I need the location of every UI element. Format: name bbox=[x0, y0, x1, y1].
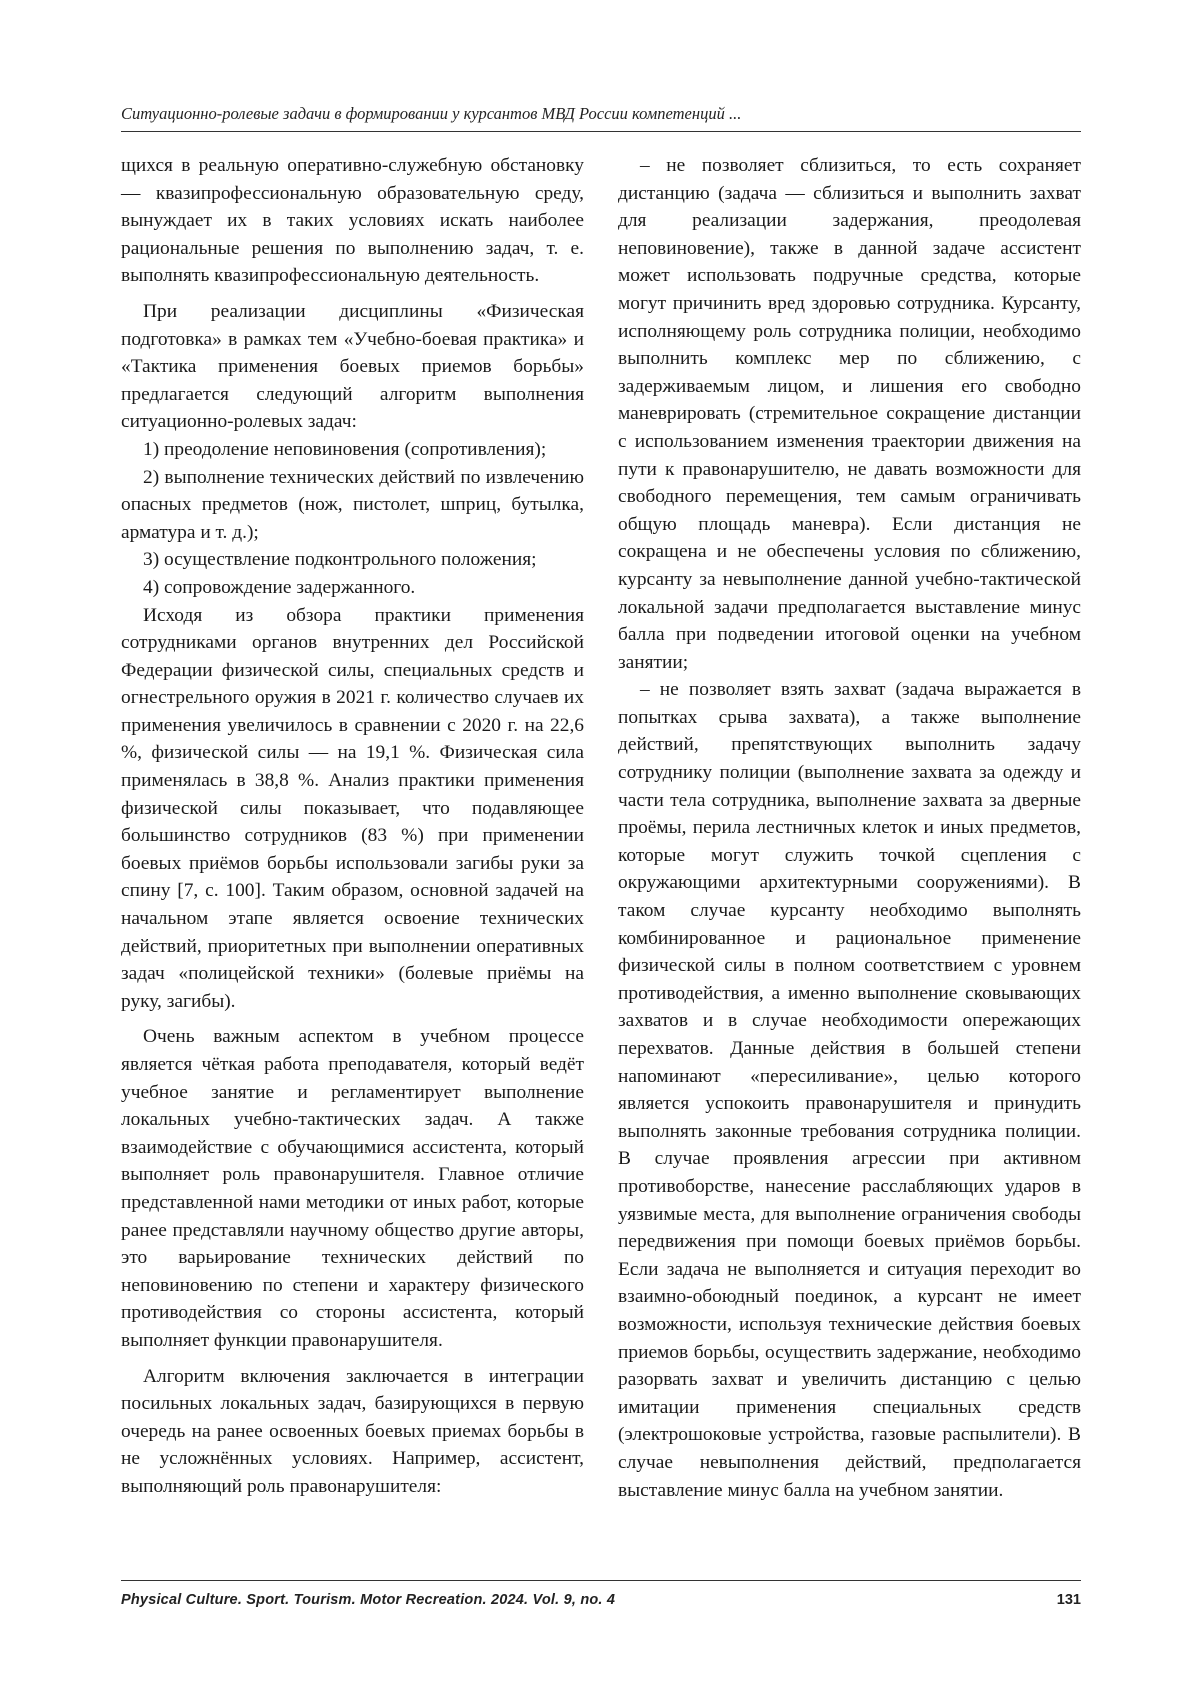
paragraph: Алгоритм включения заключается в интеграции посильных локальных задач, базирующихся в первую очередь на ранее освоенных боевых приемах борьбы в не усложнённых условиях. Например, ассистент, выполняющий роль правонарушителя: bbox=[121, 1365, 584, 1497]
left-column bbox=[121, 152, 584, 1501]
paragraph: Очень важным аспектом в учебном процессе является чёткая работа преподавателя, который ведёт учебное занятие и регламентирует выполнение локальных учебно-тактических задач. А также взаимодействие с обучающимися ассистента, который выполняет роль правонарушителя. Главное отличие представленной нами методики от иных работ, которые ранее представляли научному общество другие авторы, это варьирование технических действий по неповиновению по степени и характеру физического противодействия со стороны ассистента, который выполняет функции правонарушителя. bbox=[121, 1026, 584, 1351]
header-rule bbox=[121, 131, 1081, 132]
paragraph: Исходя из обзора практики применения сотрудниками органов внутренних дел Российской Федерации физической силы, специальных средств и огнестрельного оружия в 2021 г. количество случаев их применения увеличилось в сравнении с 2020 г. на 22,6 %, физической силы — на 19,1 %. Физическая сила применялась в 38,8 %. Анализ практики применения физической силы показывает, что подавляющее большинство сотрудников (83 %) при применении боевых приёмов борьбы использовали загибы руки за спину [7, с. 100]. Таким образом, основной задачей на начальном этапе является освоение технических действий, приоритетных при выполнении оперативных задач «полицейской техники» (болевые приёмы на руку, загибы). bbox=[121, 604, 584, 1012]
page-number: 131 bbox=[1056, 1592, 1081, 1608]
paragraph: – не позволяет взять захват (задача выражается в попытках срыва захвата), а также выполнение действий, препятствующих выполнить задачу сотруднику полиции (выполнение захвата за одежду и части тела сотрудника, выполнение захвата за дверные проёмы, перила лестничных клеток и иных предметов, которые могут служить точкой сцепления с окружающими архитектурными сооружениями). В таком случае курсанту необходимо выполнять комбинированное и рациональное применение физической силы в полном соответствием с уровнем противодействия, а именно выполнение сковывающих захватов и в случае необходимости опережающих перехватов. Данные действия в большей степени напоминают «пересиливание», целью которого является успокоить правонарушителя и принудить выполнять законные требования сотрудника полиции. В случае проявления агрессии при активном противоборстве, нанесение расслабляющих ударов в уязвимые места, для выполнение ограничения свободы передвижения при помощи боевых приёмов борьбы. Если задача не выполняется и ситуация переходит во взаимно-обоюдный поединок, а курсант не имеет возможности, используя технические действия боевых приемов борьбы, осуществить задержание, необходимо разорвать захват и увеличить дистанцию с целью имитации применения специальных средств (электрошоковые устройства, газовые распылители). В случае невыполнения действий, предполагается выставление минус балла на учебном занятии. bbox=[618, 679, 1081, 1501]
page-footer bbox=[121, 1592, 1081, 1616]
paragraph: При реализации дисциплины «Физическая подготовка» в рамках тем «Учебно-боевая практика» и «Тактика применения боевых приемов борьбы» предлагается следующий алгоритм выполнения ситуационно-ролевых задач: bbox=[121, 300, 584, 433]
paragraph: щихся в реальную оперативно-служебную обстановку — квазипрофессиональную образовательную среду, вынуждает их в таких условиях искать наиболее рациональные решения по выполнению задач, т. е. выполнять квазипрофессиональную деятельность. bbox=[121, 155, 584, 287]
running-title: Ситуационно-ролевые задачи в формировании у курсантов МВД России компетенций ... bbox=[121, 104, 742, 123]
list-item: 2) выполнение технических действий по извлечению опасных предметов (нож, пистолет, шприц, бутылка, арматура и т. д.); bbox=[121, 466, 584, 543]
list-item: 1) преодоление неповиновения (сопротивления); bbox=[143, 438, 547, 460]
journal-citation: Physical Culture. Sport. Tourism. Motor Recreation. 2024. Vol. 9, no. 4 bbox=[121, 1592, 616, 1608]
footer-rule bbox=[121, 1580, 1081, 1581]
list-item: 4) сопровождение задержанного. bbox=[143, 576, 416, 598]
paragraph: – не позволяет сблизиться, то есть сохраняет дистанцию (задача — сблизиться и выполнить захват для реализации задержания, преодолевая неповиновение), также в данной задаче ассистент может использовать подручные средства, которые могут причинить вред здоровью сотрудника. Курсанту, исполняющему роль сотрудника полиции, необходимо выполнить комплекс мер по сближению, с задерживаемым лицом, и лишения его свободно маневрировать (стремительное сокращение дистанции с использованием изменения траектории движения на пути к правонарушителю, не давать возможности для свободного перемещения, тем самым ограничивать общую площадь маневра). Если дистанция не сокращена и не обеспечены условия по сближению, курсанту за невыполнение данной учебно-тактической локальной задачи предполагается выставление минус балла при подведении итоговой оценки на учебном занятии; bbox=[618, 155, 1081, 673]
right-column bbox=[618, 152, 1081, 1504]
list-item: 3) осуществление подконтрольного положения; bbox=[143, 549, 537, 571]
